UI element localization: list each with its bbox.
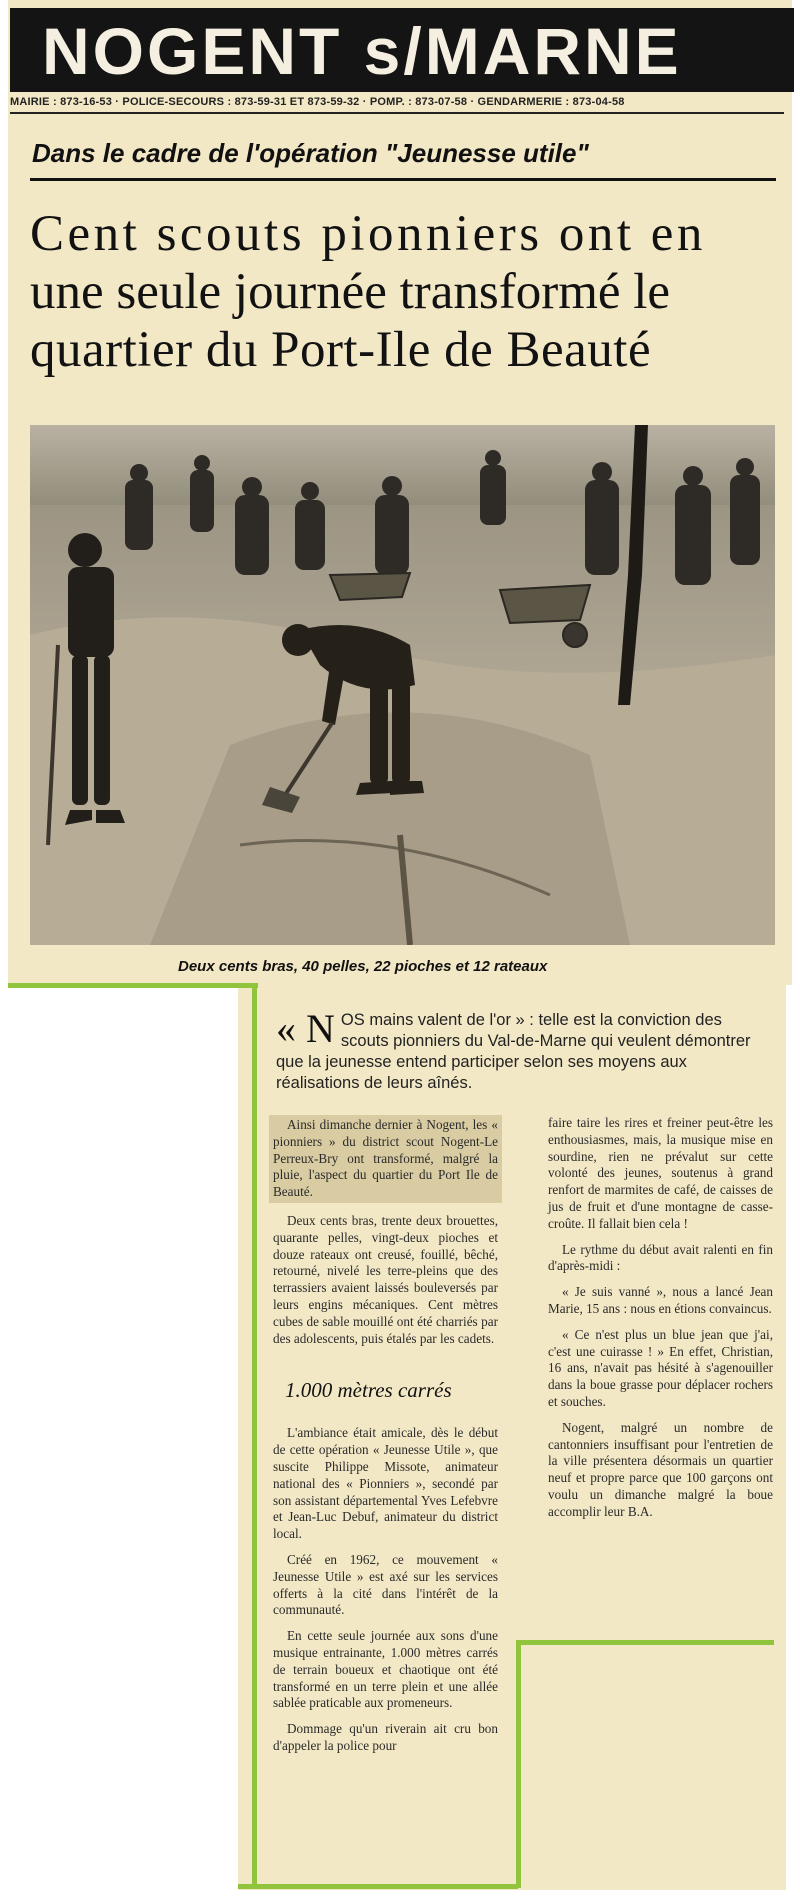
paragraph: En cette seule journée aux sons d'une musique entrainante, 1.000 mètres carrés de terrain boueux et chaotique ont été transformé en un terre plein et une allée sablée praticable aux promeneurs. xyxy=(273,1628,498,1711)
paragraph: Le rythme du début avait ralenti en fin d'après-midi : xyxy=(548,1241,773,1274)
drop-cap: « N xyxy=(276,1006,335,1051)
paragraph: Nogent, malgré un nombre de cantonniers insuffisant pour l'entretien de la ville présentera désormais un quartier neuf et propre parce que 100 garçons ont voulu un dimanche malgré la boue accomplir leur B.A. xyxy=(548,1419,773,1519)
divider xyxy=(10,112,784,114)
paragraph: « Je suis vanné », nous a lancé Jean Marie, 15 ans : nous en étions convaincus. xyxy=(548,1284,773,1316)
paragraph: faire taire les rires et freiner peut-être les enthousiasmes, mais, la musique mise en sourdine, rien ne prévalut sur cette volonté des jeunes, soutenus à grand renfort de marmites de café, de caisses de jus de fruit et d'une montagne de casse-croûte. Il fallait bien cela ! xyxy=(548,1115,773,1231)
intro-text: OS mains valent de l'or » : telle est la conviction des scouts pionniers du Val-de-Marne qui veulent démontrer que la jeunesse entend participer selon ses moyens aux réalisations de leurs aînés. xyxy=(276,1011,751,1092)
article-headline xyxy=(30,205,780,379)
paragraph: Créé en 1962, ce mouvement « Jeunesse Utile » est axé sur les services offerts à la cité dans l'intérêt de la communauté. xyxy=(273,1551,498,1618)
masthead-banner xyxy=(10,8,794,92)
article-subhead: 1.000 mètres carrés xyxy=(285,1378,452,1403)
headline-line: une seule journée transformé le xyxy=(30,264,671,320)
emergency-phone-numbers: MAIRIE : 873-16-53 · POLICE-SECOURS : 873-59-31 ET 873-59-32 · POMP. : 873-07-58 · GENDARMERIE : 873-04-58 xyxy=(10,96,625,108)
photo-caption: Deux cents bras, 40 pelles, 22 pioches et 12 rateaux xyxy=(178,958,548,975)
paragraph: L'ambiance était amicale, dès le début de cette opération « Jeunesse Utile », que suscite Philippe Missote, animateur national des « Pionniers », secondé par son assistant départemental Yves Lefebvre et Jean-Luc Debuf, animateur du district local. xyxy=(273,1425,498,1542)
headline-line: quartier du Port-Ile de Beauté xyxy=(30,322,652,378)
headline-line: Cent scouts pionniers ont en xyxy=(30,206,706,262)
paragraph: Deux cents bras, trente deux brouettes, quarante pelles, vingt-deux pioches et douze rateaux ont creusé, fouillé, bêché, retourné, nivelé les terre-pleins que des terrassiers avaient laissés bouleversés par leurs engins mécaniques. Cent mètres cubes de sable mouillé ont été charriés par des adolescents, puis étalés par les cadets. xyxy=(273,1212,498,1346)
lead-paragraph xyxy=(269,1115,502,1203)
divider xyxy=(30,178,776,181)
paragraph: Dommage qu'un riverain ait cru bon d'appeler la police pour xyxy=(273,1721,498,1753)
paragraph: Ainsi dimanche dernier à Nogent, les « pionniers » du district scout Nogent-Le Perreux-Bry ont transformé, malgré la pluie, l'aspect du quartier du Port Ile de Beauté. xyxy=(273,1117,498,1200)
paragraph: « Ce n'est plus un blue jean que j'ai, c'est une cuirasse ! » En effet, Christian, 16 ans, n'avait pas hésité à s'agenouiller dans la boue grasse pour déplacer rochers et souches. xyxy=(548,1326,773,1409)
green-border xyxy=(516,1640,774,1645)
article-column-1 xyxy=(273,1115,498,1764)
green-border xyxy=(238,1884,518,1889)
masthead-title: NOGENT s/MARNE xyxy=(42,14,682,88)
photo-scouts-working xyxy=(30,425,775,945)
article-column-2 xyxy=(548,1115,773,1530)
article-photo xyxy=(30,425,775,945)
green-border xyxy=(516,1640,521,1888)
article-intro xyxy=(276,1006,770,1094)
green-border xyxy=(252,983,257,1888)
green-border xyxy=(8,983,258,988)
article-kicker: Dans le cadre de l'opération "Jeunesse utile" xyxy=(32,138,589,168)
